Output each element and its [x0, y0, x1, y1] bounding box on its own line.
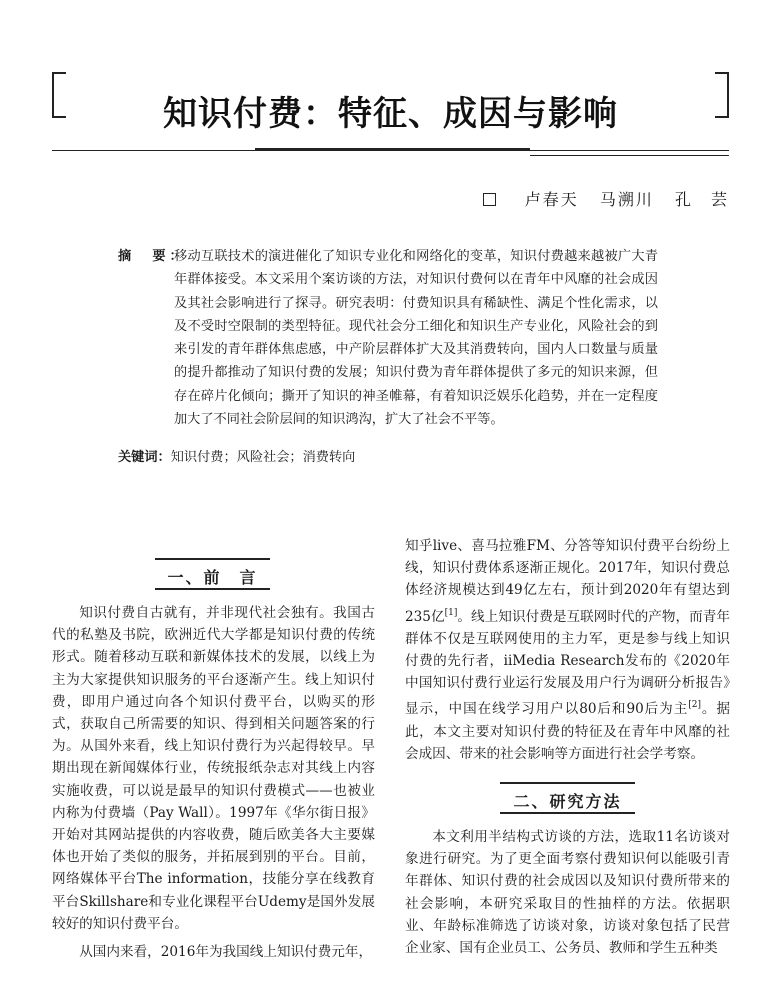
keywords-text: 知识付费；风险社会；消费转向	[170, 450, 356, 465]
paragraph	[405, 535, 730, 765]
citation: [1]	[444, 607, 458, 618]
title-frame	[52, 70, 729, 150]
keywords	[118, 446, 355, 469]
paragraph-text: 。线上知识付费是互联网时代的产物，而青年群体不仅是互联网使用的主力军，更是参与线上知识付费的先行者，iiMedia Research发布的《2020年中国知识付费行业运行发展及用户行为调研分析报告》显示，中国在线学习用户以80后和90后为主	[405, 608, 731, 718]
article-title: 知识付费：特征、成因与影响	[163, 94, 618, 134]
heading-rule	[500, 782, 635, 784]
keywords-label: 关键词：	[118, 450, 171, 465]
title-rule-lower	[530, 155, 729, 156]
left-column	[52, 602, 375, 963]
abstract	[118, 245, 658, 431]
paragraph-text: 。据此，本文主要对知识付费的特征及在青年中风靡的社会成因、带来的社会影响等方面进行社会学考察。	[405, 701, 731, 762]
abstract-text: 移动互联技术的演进催化了知识专业化和网络化的变革，知识付费越来越被广大青年群体接受。本文采用个案访谈的方法，对知识付费何以在青年中风靡的社会成因及其社会影响进行了探寻。研究表明：付费知识具有稀缺性、满足个性化需求，以及不受时空限制的类型特征。现代社会分工细化和知识生产专业化，风险社会的到来引发的青年群体焦虑感，中产阶层群体扩大及其消费转向，国内人口数量与质量的提升都推动了知识付费的发展；知识付费为青年群体提供了多元的知识来源，但存在碎片化倾向；撕开了知识的神圣帷幕，有着知识泛娱乐化趋势，并在一定程度加大了不同社会阶层间的知识鸿沟，扩大了社会不平等。	[174, 249, 658, 428]
title-bracket-right	[715, 72, 729, 118]
author-name: 卢春天	[524, 190, 579, 209]
heading-rule	[500, 812, 635, 814]
title-rule-accent	[255, 148, 530, 150]
paragraph-text: 知乎live、喜马拉雅FM、分答等知识付费平台纷纷上线，知识付费体系逐渐正规化。2017年，知识付费总体经济规模达到49亿左右，预计到2020年有望达到235亿	[405, 538, 730, 625]
right-column	[405, 535, 730, 765]
section-heading-intro	[155, 558, 270, 588]
title-bracket-left	[52, 72, 66, 118]
author-name: 孔 芸	[674, 190, 729, 209]
author-name: 马溯川	[599, 190, 654, 209]
heading-rule	[155, 588, 270, 590]
paragraph: 本文利用半结构式访谈的方法，选取11名访谈对象进行研究。为了更全面考察付费知识何以能吸引青年群体、知识付费的社会成因以及知识付费所带来的社会影响，本研究采取目的性抽样的方法。依据职业、年龄标准筛选了访谈对象，访谈对象包括了民营企业家、国有企业员工、公务员、教师和学生五种类	[405, 829, 730, 957]
heading-rule	[155, 558, 270, 560]
author-marker-icon	[483, 193, 496, 206]
title-rule	[52, 150, 729, 151]
author-line	[483, 187, 729, 210]
abstract-label: 摘 要：	[118, 249, 187, 264]
right-column-method	[405, 826, 730, 959]
citation: [2]	[688, 700, 701, 711]
paragraph: 知识付费自古就有，并非现代社会独有。我国古代的私塾及书院，欧洲近代大学都是知识付费的传统形式。随着移动互联和新媒体技术的发展，以线上为主为大家提供知识服务的平台逐渐产生。线上知识付费，即用户通过向各个知识付费平台，以购买的形式，获取自己所需要的知识、得到相关问题答案的行为。从国外来看，线上知识付费行为兴起得较早。早期出现在新闻媒体行业，传统报纸杂志对其线上内容实施收费，可以说是最早的知识付费模式——也被业内称为付费墙（Pay Wall）。1997年《华尔街日报》开始对其网站提供的内容收费，随后欧美各大主要媒体也开始了类似的服务，并拓展到别的平台。目前，网络媒体平台The information，技能分享在线教育平台Skillshare和专业化课程平台Udemy是国外发展较好的知识付费平台。	[52, 605, 375, 932]
section-title: 二、研究方法	[513, 792, 622, 811]
section-title: 一、前 言	[167, 568, 258, 587]
paragraph: 从国内来看，2016年为我国线上知识付费元年，	[79, 944, 373, 961]
section-heading-method	[500, 782, 635, 812]
